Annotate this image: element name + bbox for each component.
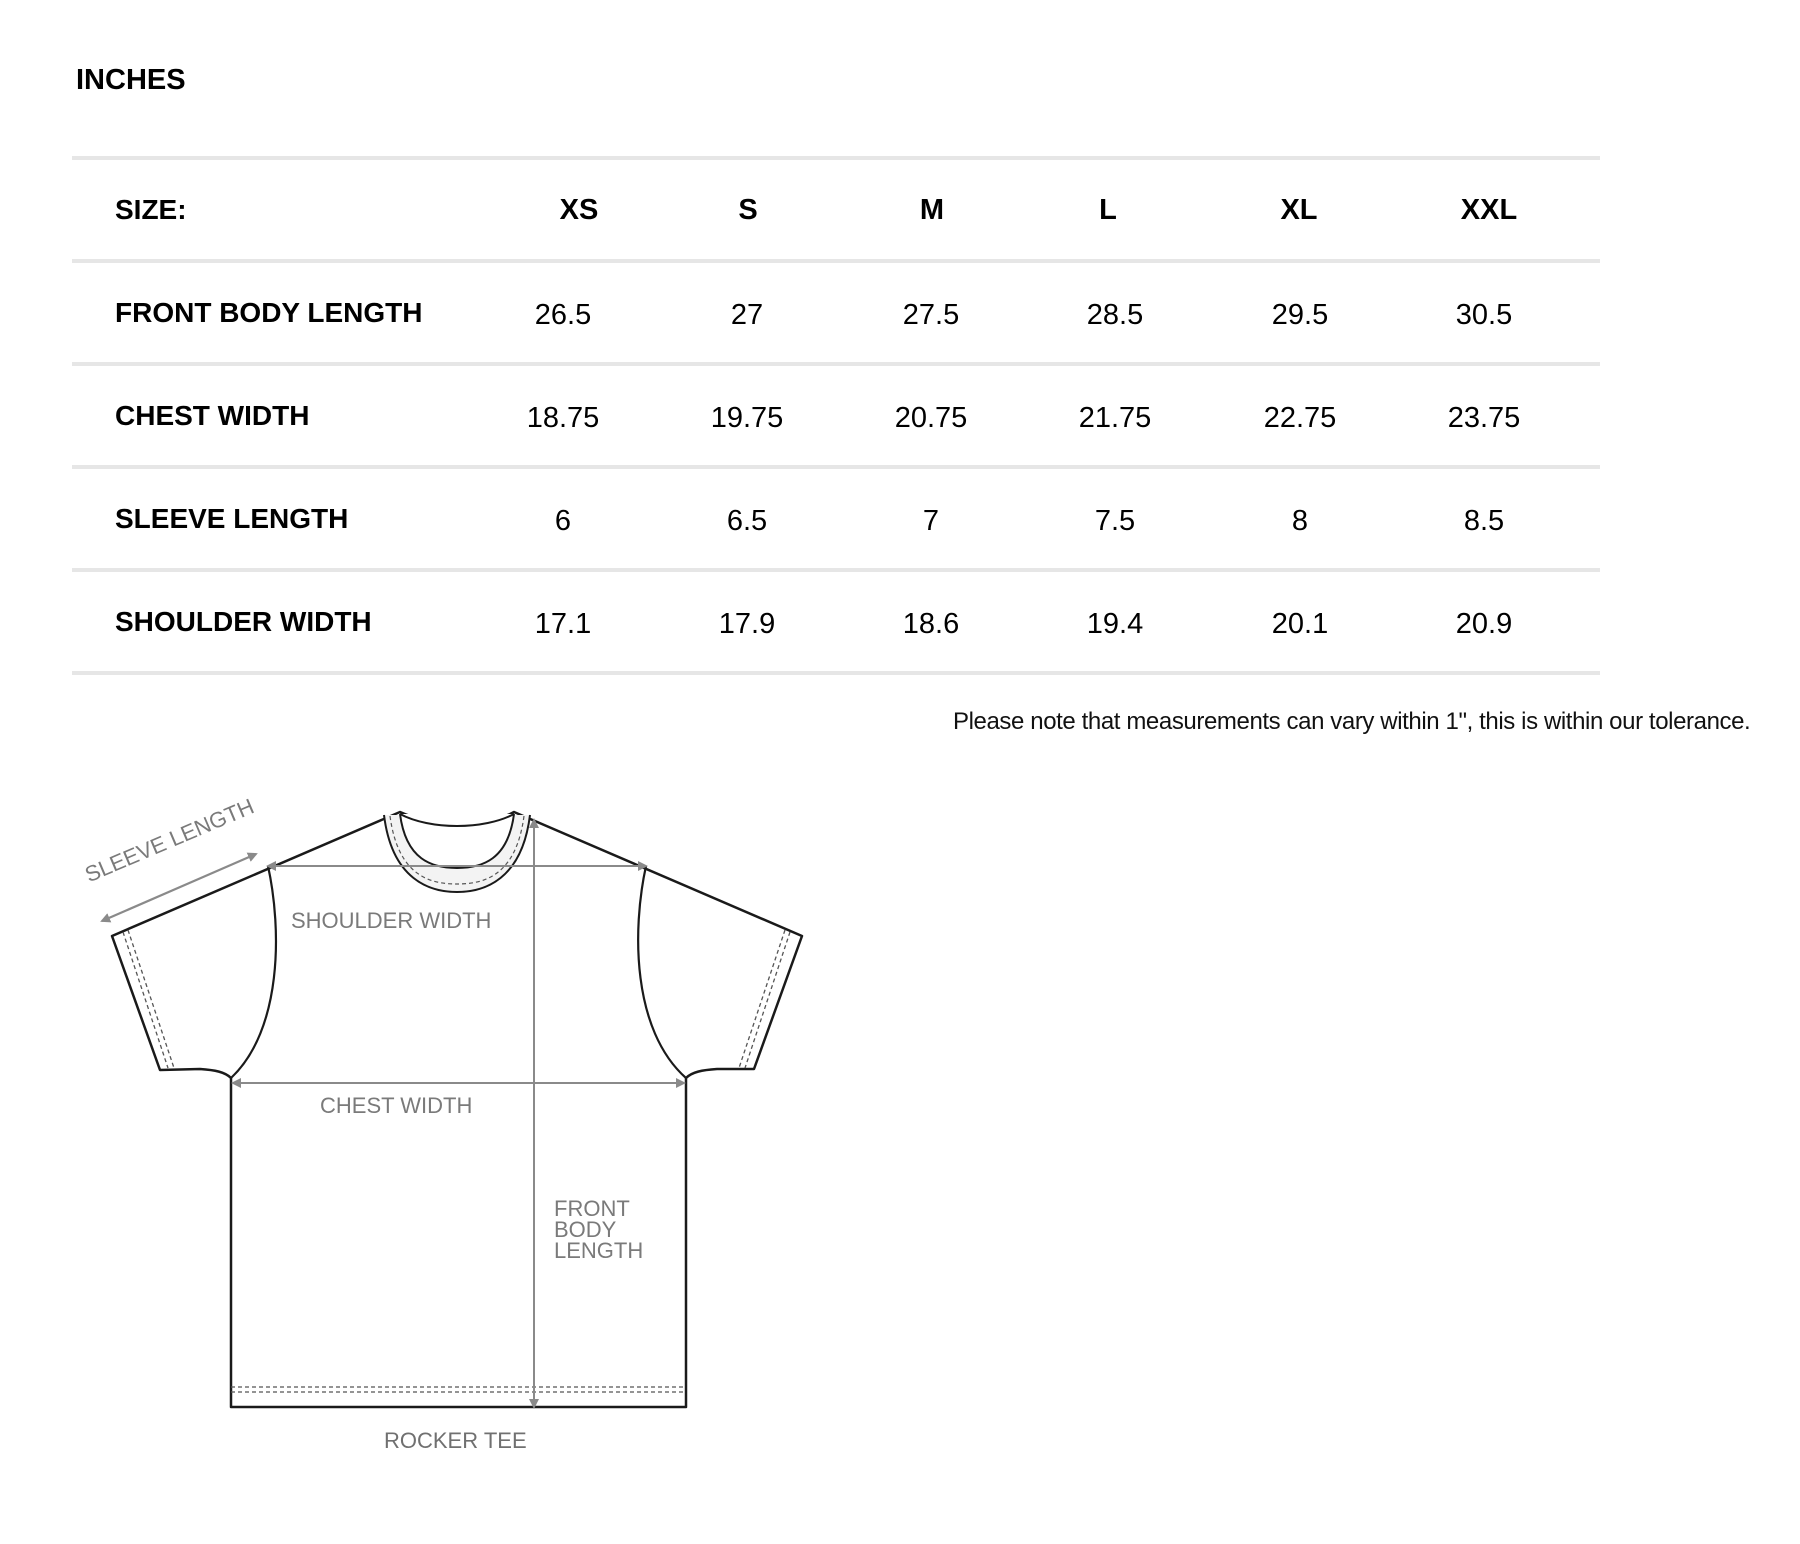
table-cell: 18.6 [902, 608, 960, 640]
table-cell: 20.75 [894, 402, 968, 434]
row-label-chest-width: CHEST WIDTH [115, 400, 310, 431]
size-l-header: L [1099, 194, 1117, 226]
table-cell: 30.5 [1455, 299, 1513, 331]
table-cell: 19.75 [710, 402, 784, 434]
table-cell: 26.5 [534, 299, 592, 331]
table-cell: 20.9 [1455, 608, 1513, 640]
size-chart-table [72, 156, 1600, 675]
chest-width-label: CHEST WIDTH [320, 1093, 473, 1118]
size-header-label: SIZE: [115, 194, 187, 225]
size-xs-header: XS [559, 194, 599, 226]
unit-title: INCHES [76, 64, 186, 96]
sleeve-length-label: SLEEVE LENGTH [81, 793, 258, 888]
tee-measurement-diagram [0, 780, 900, 1480]
table-cell: 23.75 [1447, 402, 1521, 434]
table-cell: 6 [554, 505, 572, 537]
table-row [72, 568, 1600, 675]
size-xl-header: XL [1280, 194, 1318, 226]
table-cell: 8.5 [1463, 505, 1505, 537]
table-cell: 22.75 [1263, 402, 1337, 434]
table-cell: 17.9 [718, 608, 776, 640]
size-s-header: S [738, 194, 758, 226]
row-label-front-body-length: FRONT BODY LENGTH [115, 297, 423, 328]
table-cell: 29.5 [1271, 299, 1329, 331]
front-body-length-label: FRONT BODY LENGTH [554, 1196, 644, 1263]
table-cell: 6.5 [726, 505, 768, 537]
size-xxl-header: XXL [1460, 194, 1518, 226]
product-name: ROCKER TEE [384, 1428, 527, 1453]
table-cell: 19.4 [1086, 608, 1144, 640]
table-cell: 7.5 [1094, 505, 1136, 537]
table-cell: 7 [922, 505, 940, 537]
table-cell: 8 [1291, 505, 1309, 537]
row-label-sleeve-length: SLEEVE LENGTH [115, 503, 349, 534]
tolerance-note: Please note that measurements can vary within 1", this is within our tolerance. [953, 708, 1751, 735]
table-row [72, 465, 1600, 568]
table-cell: 28.5 [1086, 299, 1144, 331]
table-row [72, 259, 1600, 362]
table-cell: 27.5 [902, 299, 960, 331]
table-cell: 17.1 [534, 608, 592, 640]
shoulder-width-label: SHOULDER WIDTH [291, 908, 492, 933]
table-cell: 21.75 [1078, 402, 1152, 434]
tee-outline-illustration [0, 780, 900, 1480]
table-cell: 18.75 [526, 402, 600, 434]
table-row [72, 362, 1600, 465]
table-cell: 20.1 [1271, 608, 1329, 640]
table-header-row [72, 156, 1600, 259]
table-cell: 27 [730, 299, 764, 331]
size-m-header: M [919, 194, 945, 226]
row-label-shoulder-width: SHOULDER WIDTH [115, 606, 372, 637]
